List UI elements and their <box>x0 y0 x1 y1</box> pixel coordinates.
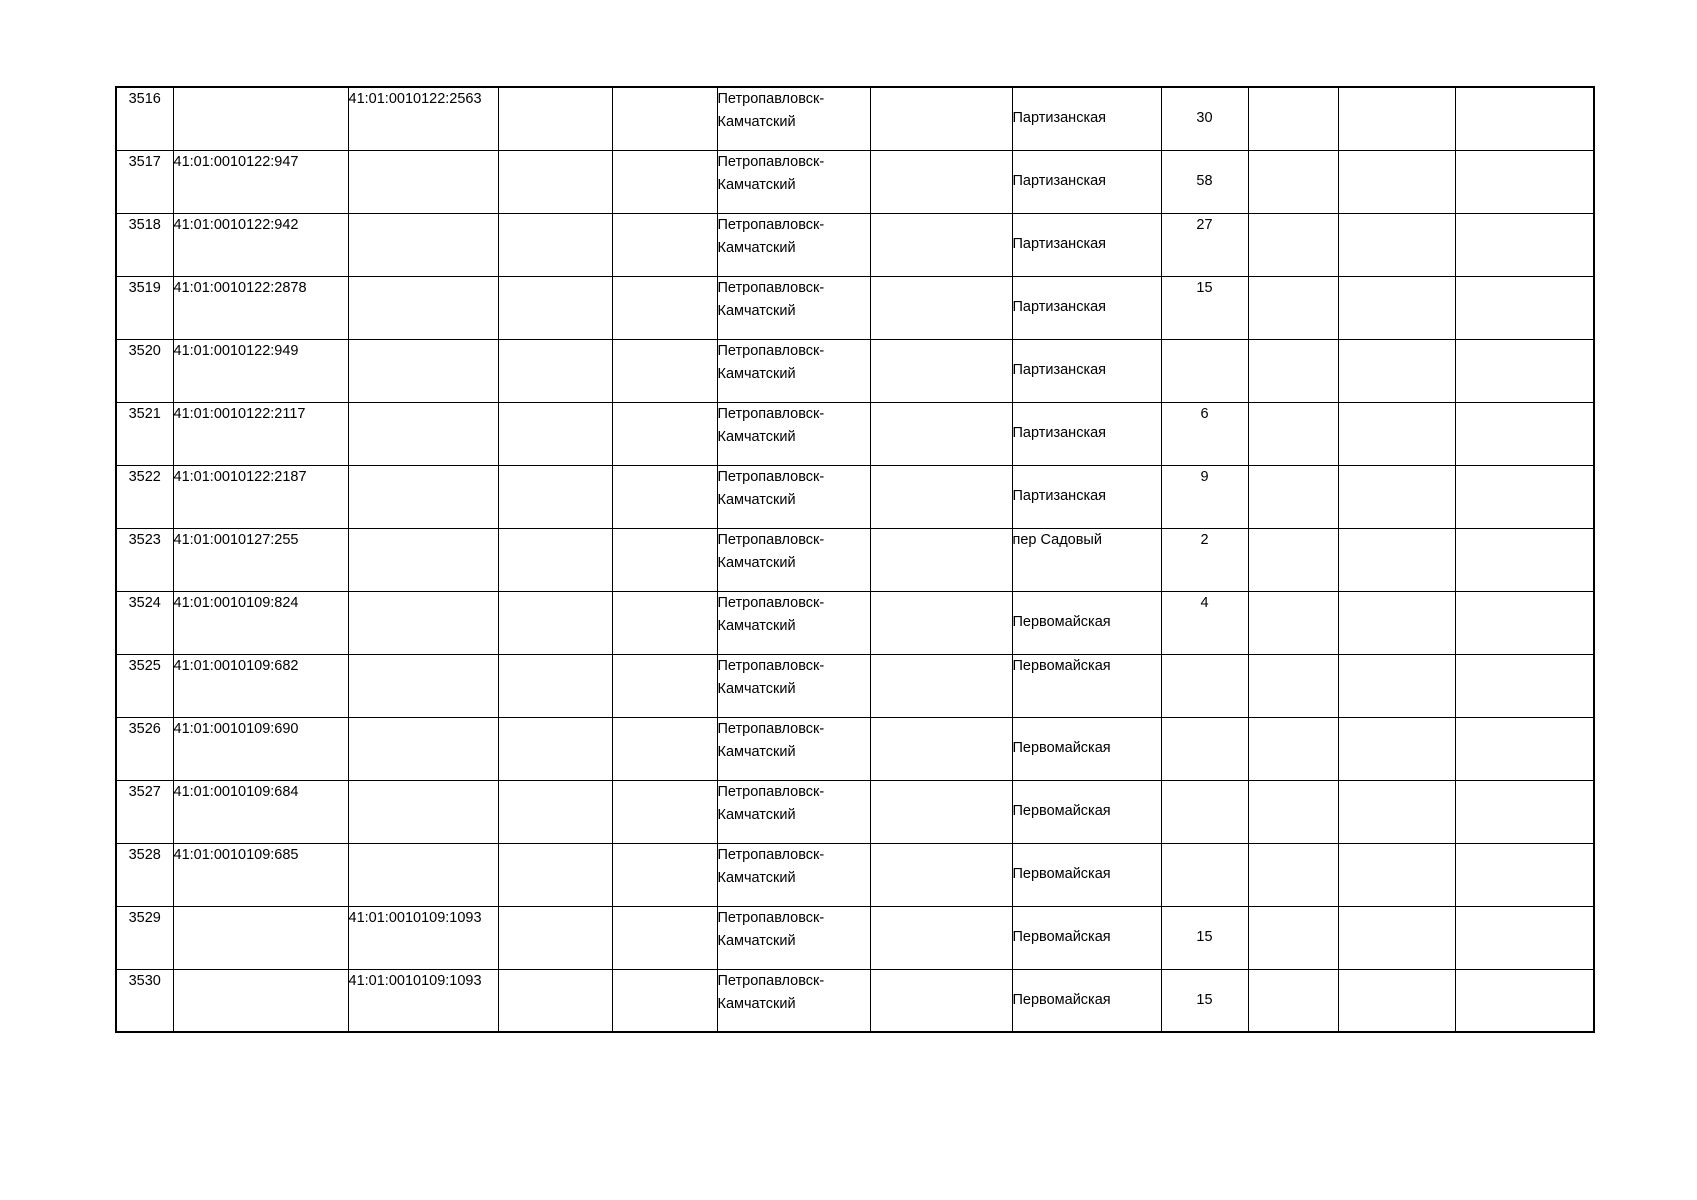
empty-cell <box>498 717 612 780</box>
empty-cell <box>1248 213 1338 276</box>
empty-cell <box>1338 906 1455 969</box>
city-cell: Петропавловск-Камчатский <box>717 969 870 1032</box>
empty-cell <box>1338 213 1455 276</box>
empty-cell <box>1248 843 1338 906</box>
empty-cell <box>1455 276 1594 339</box>
land-cadastral-cell: 41:01:0010109:685 <box>173 843 348 906</box>
empty-cell <box>1338 465 1455 528</box>
empty-cell <box>1248 906 1338 969</box>
empty-cell <box>870 906 1012 969</box>
empty-cell <box>612 150 717 213</box>
land-cadastral-cell <box>173 969 348 1032</box>
empty-cell <box>1455 654 1594 717</box>
row-number-cell: 3518 <box>116 213 173 276</box>
city-cell: Петропавловск-Камчатский <box>717 591 870 654</box>
table-row <box>116 150 1594 213</box>
row-number-cell: 3517 <box>116 150 173 213</box>
empty-cell <box>1338 780 1455 843</box>
empty-cell <box>498 591 612 654</box>
empty-cell <box>870 339 1012 402</box>
empty-cell <box>612 276 717 339</box>
empty-cell <box>1248 276 1338 339</box>
building-cadastral-cell <box>348 843 498 906</box>
street-cell: Партизанская <box>1012 339 1161 402</box>
house-number-cell <box>1161 843 1248 906</box>
table-row <box>116 339 1594 402</box>
building-cadastral-cell <box>348 402 498 465</box>
building-cadastral-cell <box>348 780 498 843</box>
land-cadastral-cell: 41:01:0010122:2117 <box>173 402 348 465</box>
land-cadastral-cell: 41:01:0010122:942 <box>173 213 348 276</box>
empty-cell <box>870 213 1012 276</box>
empty-cell <box>498 654 612 717</box>
land-cadastral-cell: 41:01:0010122:947 <box>173 150 348 213</box>
empty-cell <box>1455 339 1594 402</box>
empty-cell <box>870 843 1012 906</box>
table-row <box>116 780 1594 843</box>
table-row <box>116 87 1594 150</box>
row-number-cell: 3525 <box>116 654 173 717</box>
empty-cell <box>612 87 717 150</box>
empty-cell <box>612 906 717 969</box>
empty-cell <box>1455 780 1594 843</box>
row-number-cell: 3519 <box>116 276 173 339</box>
city-cell: Петропавловск-Камчатский <box>717 843 870 906</box>
empty-cell <box>870 87 1012 150</box>
empty-cell <box>1248 402 1338 465</box>
empty-cell <box>498 465 612 528</box>
empty-cell <box>870 402 1012 465</box>
street-cell: Первомайская <box>1012 654 1161 717</box>
row-number-cell: 3523 <box>116 528 173 591</box>
empty-cell <box>870 780 1012 843</box>
row-number-cell: 3522 <box>116 465 173 528</box>
city-cell: Петропавловск-Камчатский <box>717 906 870 969</box>
empty-cell <box>498 150 612 213</box>
land-cadastral-cell: 41:01:0010127:255 <box>173 528 348 591</box>
land-cadastral-cell <box>173 87 348 150</box>
land-cadastral-cell <box>173 906 348 969</box>
empty-cell <box>1248 717 1338 780</box>
house-number-cell: 15 <box>1161 276 1248 339</box>
house-number-cell <box>1161 339 1248 402</box>
row-number-cell: 3529 <box>116 906 173 969</box>
table-row <box>116 402 1594 465</box>
empty-cell <box>612 717 717 780</box>
empty-cell <box>1248 591 1338 654</box>
empty-cell <box>1455 87 1594 150</box>
empty-cell <box>870 528 1012 591</box>
street-cell: Первомайская <box>1012 843 1161 906</box>
city-cell: Петропавловск-Камчатский <box>717 87 870 150</box>
land-cadastral-cell: 41:01:0010122:2878 <box>173 276 348 339</box>
row-number-cell: 3530 <box>116 969 173 1032</box>
street-cell: Партизанская <box>1012 402 1161 465</box>
empty-cell <box>1455 213 1594 276</box>
empty-cell <box>1248 780 1338 843</box>
house-number-cell <box>1161 654 1248 717</box>
empty-cell <box>1338 843 1455 906</box>
street-cell: Первомайская <box>1012 906 1161 969</box>
land-cadastral-cell: 41:01:0010109:824 <box>173 591 348 654</box>
city-cell: Петропавловск-Камчатский <box>717 150 870 213</box>
empty-cell <box>1338 276 1455 339</box>
building-cadastral-cell <box>348 465 498 528</box>
empty-cell <box>612 339 717 402</box>
street-cell: Партизанская <box>1012 465 1161 528</box>
empty-cell <box>1338 654 1455 717</box>
empty-cell <box>498 528 612 591</box>
table-row <box>116 276 1594 339</box>
table-body <box>116 87 1594 1032</box>
empty-cell <box>1248 654 1338 717</box>
building-cadastral-cell: 41:01:0010109:1093 <box>348 906 498 969</box>
building-cadastral-cell: 41:01:0010109:1093 <box>348 969 498 1032</box>
empty-cell <box>1455 843 1594 906</box>
empty-cell <box>1338 969 1455 1032</box>
land-cadastral-cell: 41:01:0010109:682 <box>173 654 348 717</box>
table-row <box>116 843 1594 906</box>
empty-cell <box>1455 528 1594 591</box>
table-row <box>116 717 1594 780</box>
table-row <box>116 654 1594 717</box>
empty-cell <box>498 906 612 969</box>
street-cell: пер Садовый <box>1012 528 1161 591</box>
land-cadastral-cell: 41:01:0010122:949 <box>173 339 348 402</box>
empty-cell <box>498 969 612 1032</box>
empty-cell <box>1338 339 1455 402</box>
house-number-cell: 15 <box>1161 969 1248 1032</box>
empty-cell <box>498 276 612 339</box>
row-number-cell: 3520 <box>116 339 173 402</box>
table-row <box>116 465 1594 528</box>
street-cell: Партизанская <box>1012 150 1161 213</box>
empty-cell <box>612 780 717 843</box>
street-cell: Партизанская <box>1012 276 1161 339</box>
empty-cell <box>870 465 1012 528</box>
city-cell: Петропавловск-Камчатский <box>717 528 870 591</box>
empty-cell <box>1248 528 1338 591</box>
empty-cell <box>870 591 1012 654</box>
house-number-cell: 15 <box>1161 906 1248 969</box>
empty-cell <box>612 465 717 528</box>
empty-cell <box>1455 591 1594 654</box>
house-number-cell: 30 <box>1161 87 1248 150</box>
street-cell: Первомайская <box>1012 780 1161 843</box>
empty-cell <box>1338 402 1455 465</box>
empty-cell <box>1455 906 1594 969</box>
empty-cell <box>612 591 717 654</box>
building-cadastral-cell <box>348 528 498 591</box>
empty-cell <box>1338 717 1455 780</box>
table-row <box>116 213 1594 276</box>
table-row <box>116 591 1594 654</box>
empty-cell <box>870 717 1012 780</box>
empty-cell <box>1248 150 1338 213</box>
empty-cell <box>1338 591 1455 654</box>
empty-cell <box>498 402 612 465</box>
empty-cell <box>1248 465 1338 528</box>
street-cell: Партизанская <box>1012 213 1161 276</box>
house-number-cell <box>1161 780 1248 843</box>
empty-cell <box>612 969 717 1032</box>
empty-cell <box>1455 717 1594 780</box>
row-number-cell: 3527 <box>116 780 173 843</box>
empty-cell <box>498 780 612 843</box>
building-cadastral-cell <box>348 717 498 780</box>
empty-cell <box>1455 402 1594 465</box>
empty-cell <box>1248 339 1338 402</box>
empty-cell <box>498 339 612 402</box>
row-number-cell: 3516 <box>116 87 173 150</box>
empty-cell <box>870 150 1012 213</box>
empty-cell <box>612 213 717 276</box>
empty-cell <box>1455 465 1594 528</box>
city-cell: Петропавловск-Камчатский <box>717 276 870 339</box>
house-number-cell <box>1161 717 1248 780</box>
city-cell: Петропавловск-Камчатский <box>717 402 870 465</box>
building-cadastral-cell <box>348 150 498 213</box>
empty-cell <box>498 213 612 276</box>
house-number-cell: 27 <box>1161 213 1248 276</box>
city-cell: Петропавловск-Камчатский <box>717 465 870 528</box>
building-cadastral-cell <box>348 213 498 276</box>
empty-cell <box>1338 528 1455 591</box>
city-cell: Петропавловск-Камчатский <box>717 654 870 717</box>
building-cadastral-cell <box>348 654 498 717</box>
house-number-cell: 2 <box>1161 528 1248 591</box>
empty-cell <box>1455 969 1594 1032</box>
empty-cell <box>498 87 612 150</box>
empty-cell <box>612 402 717 465</box>
street-cell: Первомайская <box>1012 591 1161 654</box>
city-cell: Петропавловск-Камчатский <box>717 339 870 402</box>
row-number-cell: 3524 <box>116 591 173 654</box>
empty-cell <box>612 528 717 591</box>
row-number-cell: 3528 <box>116 843 173 906</box>
street-cell: Первомайская <box>1012 969 1161 1032</box>
house-number-cell: 4 <box>1161 591 1248 654</box>
building-cadastral-cell: 41:01:0010122:2563 <box>348 87 498 150</box>
empty-cell <box>612 843 717 906</box>
empty-cell <box>612 654 717 717</box>
registry-table <box>115 86 1595 1033</box>
street-cell: Партизанская <box>1012 87 1161 150</box>
table-row <box>116 969 1594 1032</box>
table-row <box>116 906 1594 969</box>
land-cadastral-cell: 41:01:0010109:684 <box>173 780 348 843</box>
table-row <box>116 528 1594 591</box>
empty-cell <box>870 654 1012 717</box>
empty-cell <box>1455 150 1594 213</box>
city-cell: Петропавловск-Камчатский <box>717 780 870 843</box>
house-number-cell: 58 <box>1161 150 1248 213</box>
building-cadastral-cell <box>348 276 498 339</box>
land-cadastral-cell: 41:01:0010122:2187 <box>173 465 348 528</box>
street-cell: Первомайская <box>1012 717 1161 780</box>
empty-cell <box>1248 87 1338 150</box>
row-number-cell: 3521 <box>116 402 173 465</box>
city-cell: Петропавловск-Камчатский <box>717 213 870 276</box>
empty-cell <box>870 969 1012 1032</box>
house-number-cell: 6 <box>1161 402 1248 465</box>
building-cadastral-cell <box>348 591 498 654</box>
empty-cell <box>1338 87 1455 150</box>
land-cadastral-cell: 41:01:0010109:690 <box>173 717 348 780</box>
empty-cell <box>1338 150 1455 213</box>
empty-cell <box>870 276 1012 339</box>
house-number-cell: 9 <box>1161 465 1248 528</box>
empty-cell <box>1248 969 1338 1032</box>
row-number-cell: 3526 <box>116 717 173 780</box>
city-cell: Петропавловск-Камчатский <box>717 717 870 780</box>
building-cadastral-cell <box>348 339 498 402</box>
empty-cell <box>498 843 612 906</box>
